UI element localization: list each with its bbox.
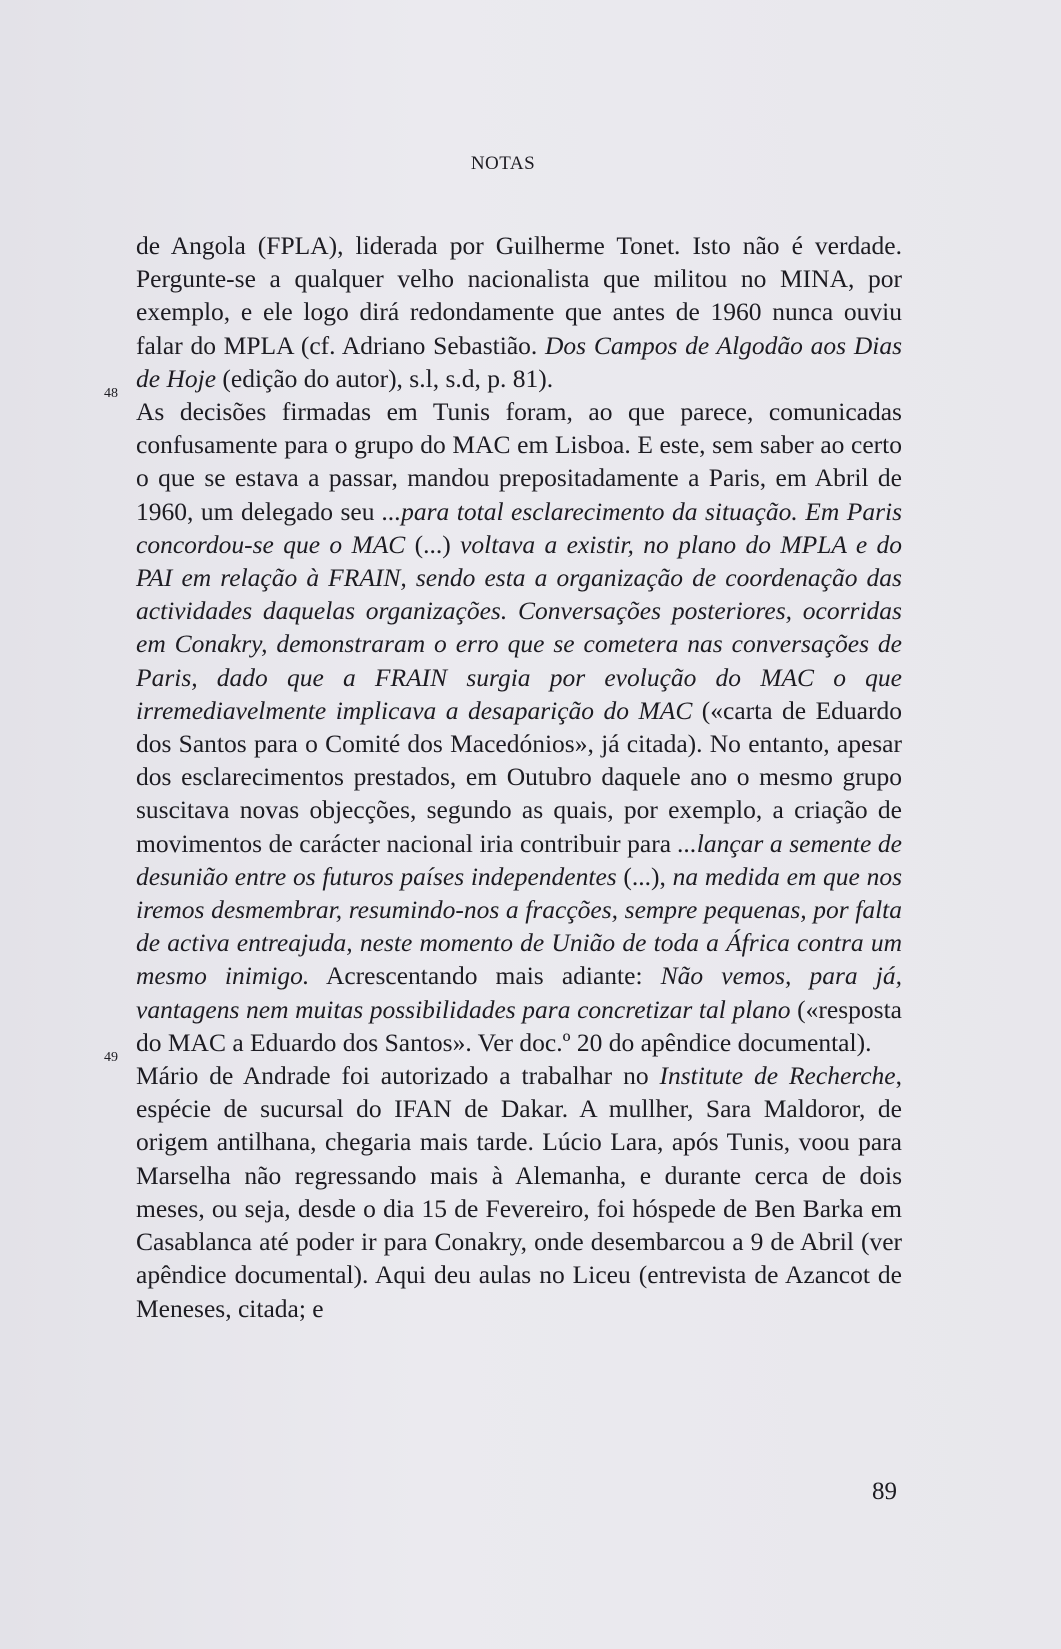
note-text: , espécie de sucursal do IFAN de Dakar. A mullher, Sara Maldoror, de origem antilhana, chegaria mais tarde. Lúcio Lara, após Tunis, voou para Marselha não regressando mais à Alemanha, e durante cerca de dois meses, ou seja, desde o dia 15 de Fevereiro, foi hóspede de Ben Barka em Casablanca até poder ir para Conakry, onde desembarcou a 9 de Abril (ver apêndice documental). Aqui deu aulas no Liceu (entrevista de Azancot de Meneses, citada; e — [136, 1061, 902, 1323]
note-text: de Angola (FPLA), liderada por Guilherme Tonet. Isto não é verdade. Pergunte-se a qualquer velho nacionalista que militou no MINA, por exemplo, e ele logo dirá redondamente que antes de 1960 nunca ouviu falar do MPLA (cf. Adriano Sebastião. — [136, 231, 902, 360]
quote-text: Não vemos, para já, vantagens nem muitas possibilidades para concretizar tal plano — [136, 961, 902, 1024]
book-title: Dos Campos de Algodão aos Dias de Hoje — [136, 330, 903, 393]
institution-name: Institute de Recherche — [659, 1061, 896, 1091]
note-text: («carta de Eduardo dos Santos para o Comité dos Macedónios», já citada). No entanto, apesar dos esclarecimentos prestados, em Outubro daquele ano o mesmo grupo suscitava novas objecções, segundo as quais, por exemplo, a criação de movimentos de carácter nacional iria contribuir para — [136, 695, 902, 858]
quote-text: ...lançar a semente de desunião entre os futuros países independentes — [136, 828, 902, 891]
quote-text: voltava a existir, no plano do MPLA e do PAI em relação à FRAIN, sendo esta a organização de coordenação das actividades daquelas organizações. Conversações posteriores, ocorridas em Conakry, demonstraram o erro que se cometera nas conversações de Paris, dado que a FRAIN surgia por evolução do MAC o que irremediavelmente implicava a desaparição do MAC — [136, 529, 902, 725]
note-text: (edição do autor), s.l, s.d, p. 81). — [216, 363, 554, 393]
quote-text: na medida em que nos iremos desmembrar, resumindo-nos a fracções, sempre pequenas, por falta de activa entreajuda, neste momento de União de toda a África contra um mesmo inimigo. — [136, 861, 903, 991]
note-text: As decisões firmadas em Tunis foram, ao que parece, comunicadas confusamente para o grupo do MAC em Lisboa. E este, sem saber ao certo o que se estava a passar, mandou prepositadamente a Paris, em Abril de 1960, um delegado seu — [136, 397, 902, 526]
note-number: 49 — [104, 1050, 118, 1066]
note-text: (...), — [616, 861, 673, 891]
page-number: 89 — [872, 1478, 897, 1505]
note-number: 48 — [104, 386, 118, 402]
note-49 — [104, 1050, 902, 1325]
notes-body — [104, 229, 903, 1325]
note-text: Acrescentando mais adiante: — [309, 961, 661, 991]
note-text: (...) — [405, 529, 461, 559]
note-text: Mário de Andrade foi autorizado a trabalhar no — [136, 1061, 660, 1091]
quote-text: ...para total esclarecimento da situação. Em Paris concordou-se que o MAC — [136, 496, 902, 559]
note-47-continuation — [136, 229, 902, 395]
running-head: NOTAS — [470, 153, 536, 174]
note-text: («resposta do MAC a Eduardo dos Santos». Ver doc.º 20 do apêndice documental). — [136, 994, 902, 1057]
